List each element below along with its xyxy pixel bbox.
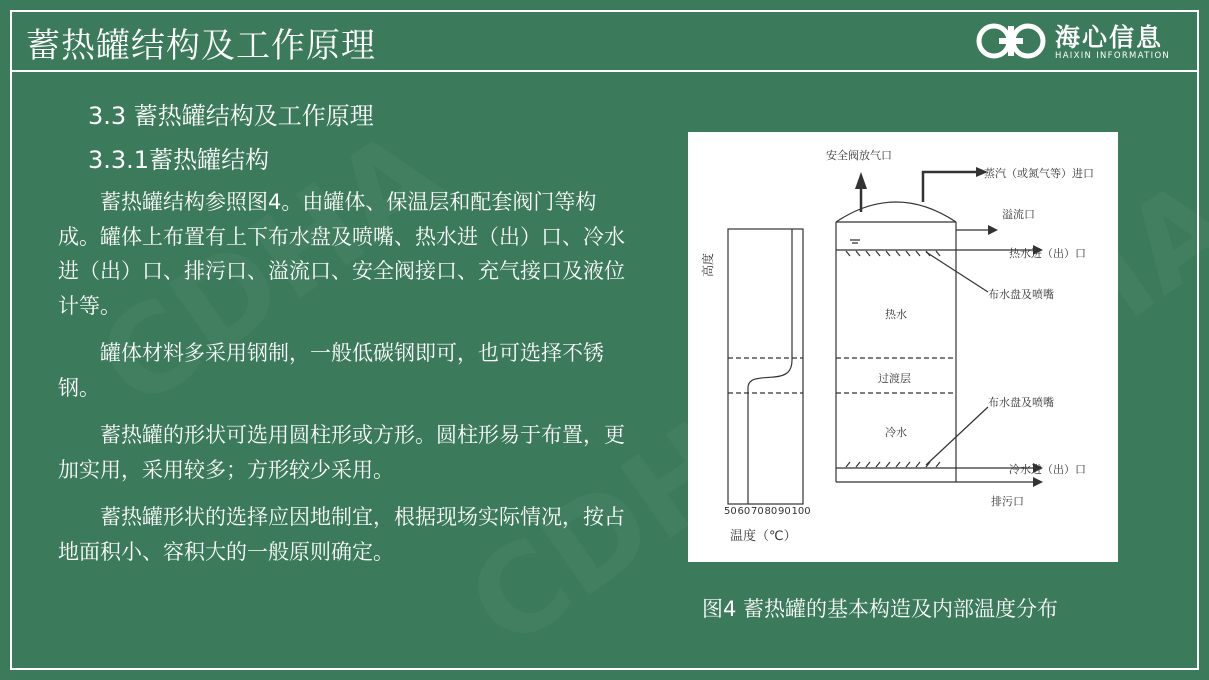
tank-diagram-svg — [688, 132, 1118, 562]
paragraph: 蓄热罐结构参照图4。由罐体、保温层和配套阀门等构成。罐体上布置有上下布水盘及喷嘴、热水进（出）口、冷水进（出）口、排污口、溢流口、安全阀接口、充气接口及液位计等。 — [58, 190, 625, 319]
water-level-mark — [850, 240, 860, 243]
safety-valve-arrow-icon — [855, 172, 867, 189]
header-divider — [10, 70, 1199, 72]
steam-inlet-pipe — [923, 172, 978, 202]
section-heading: 3.3 蓄热罐结构及工作原理 — [88, 102, 374, 130]
temp-tick-label: 80 — [764, 506, 778, 517]
overflow-arrow-icon — [988, 225, 998, 235]
tank-dome — [836, 202, 956, 222]
logo-mark-icon — [975, 22, 1047, 60]
temp-tick-label: 90 — [778, 506, 791, 517]
body-text — [58, 185, 628, 582]
label-distributor-bottom: 布水盘及喷嘴 — [988, 396, 1054, 409]
bottom-distributor-leader — [926, 407, 988, 465]
drain-arrow-icon — [1033, 477, 1043, 487]
temp-tick-group — [724, 506, 811, 517]
paragraph: 罐体材料多采用钢制，一般低碳钢即可，也可选择不锈钢。 — [58, 341, 604, 401]
temp-tick-label: 60 — [737, 506, 751, 517]
paragraph: 蓄热罐的形状可选用圆柱形或方形。圆柱形易于布置，更加实用，采用较多；方形较少采用。 — [58, 423, 625, 482]
company-logo — [975, 18, 1175, 64]
logo-chinese-name: 海心信息 — [1055, 23, 1164, 52]
tank-diagram — [688, 132, 1118, 562]
figure-caption: 图4 蓄热罐的基本构造及内部温度分布 — [702, 597, 1059, 621]
label-cold-water: 冷水 — [885, 426, 907, 439]
label-temp-axis: 温度（℃） — [730, 529, 797, 544]
label-transition: 过渡层 — [878, 372, 911, 385]
label-overflow: 溢流口 — [1002, 208, 1035, 221]
paragraph: 蓄热罐形状的选择应因地制宜，根据现场实际情况，按占地面积小、容积大的一般原则确定。 — [58, 505, 625, 564]
temp-tick-label: 70 — [751, 506, 764, 517]
label-hot-port: 热水进（出）口 — [1009, 247, 1086, 260]
label-distributor-top: 布水盘及喷嘴 — [988, 288, 1054, 301]
label-drain: 排污口 — [991, 495, 1024, 508]
top-nozzles — [846, 251, 940, 256]
label-steam-inlet: 蒸汽（或氮气等）进口 — [984, 167, 1094, 180]
temperature-curve — [748, 229, 792, 504]
temp-tick-label: 100 — [791, 506, 811, 517]
top-distributor-leader — [926, 252, 988, 292]
section-subheading: 3.3.1蓄热罐结构 — [88, 146, 270, 174]
logo-english-name: HAIXIN INFORMATION — [1055, 51, 1171, 61]
label-hot-water: 热水 — [885, 308, 907, 321]
label-height-axis: 高度 — [701, 252, 715, 277]
label-cold-port: 冷水进（出）口 — [1009, 463, 1086, 476]
page-title: 蓄热罐结构及工作原理 — [26, 26, 376, 66]
label-safety-valve: 安全阀放气口 — [826, 149, 892, 162]
temp-tick-label: 50 — [724, 506, 737, 517]
